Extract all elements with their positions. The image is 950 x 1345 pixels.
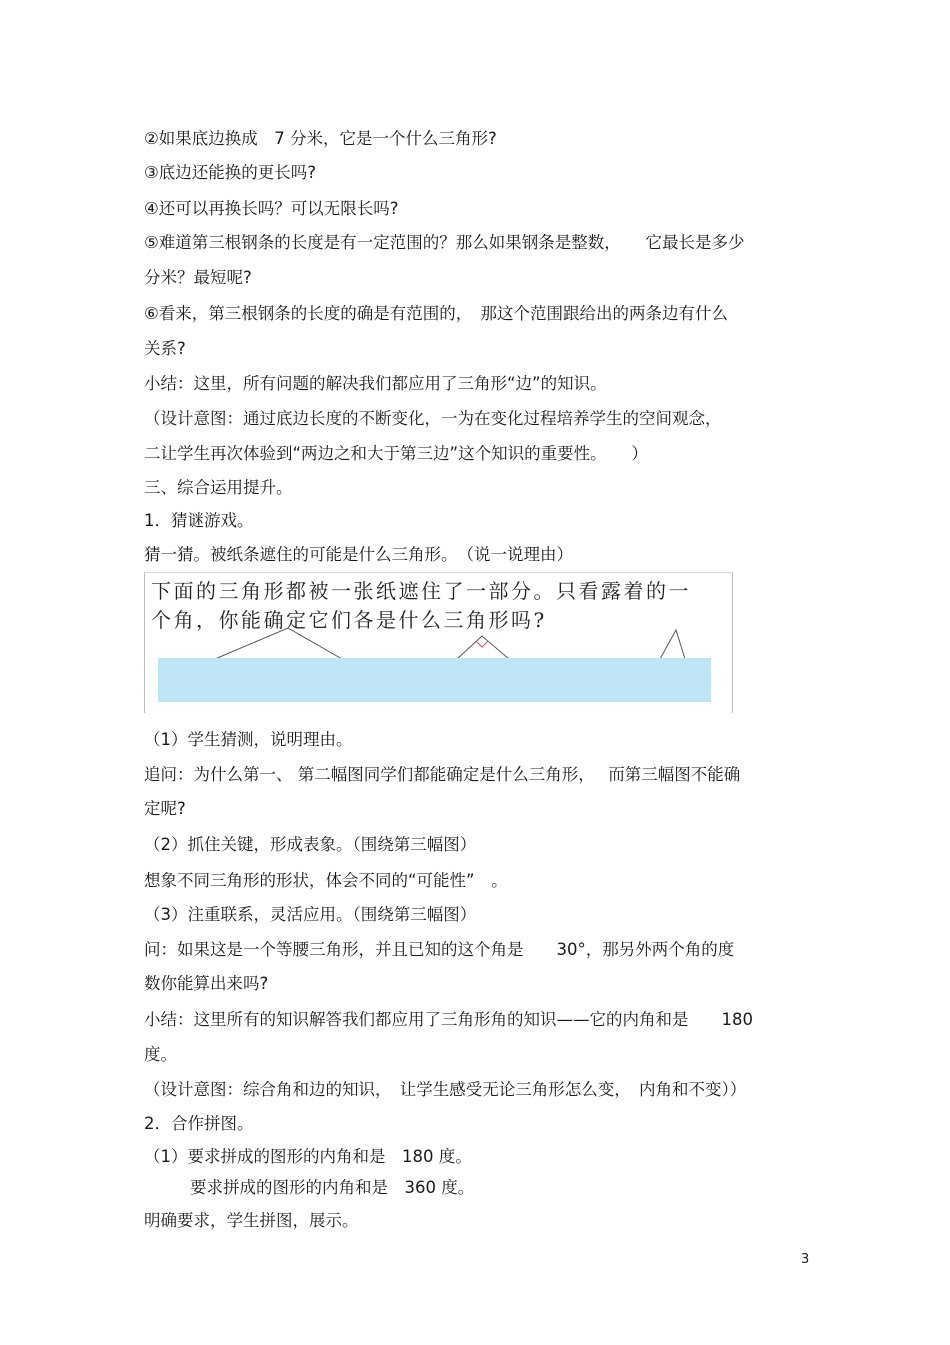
text-line: ④还可以再换长吗？可以无限长吗? <box>144 199 399 218</box>
text-line: 要求拼成的图形的内角和是 360 度。 <box>190 1178 475 1197</box>
figure-caption-line1: 下面的三角形都被一张纸遮住了一部分。只看露着的一 <box>151 579 691 603</box>
covering-paper-strip <box>158 658 711 702</box>
text-line: 追问：为什么第一、 第二幅图同学们都能确定是什么三角形， 而第三幅图不能确 <box>144 765 741 784</box>
text-line: （2）抓住关键，形成表象。（围绕第三幅图） <box>144 835 477 854</box>
text-line: 关系? <box>144 339 186 358</box>
text-line: 数你能算出来吗? <box>144 974 269 993</box>
acute-triangle-corner <box>660 630 685 659</box>
text-line: 1．猜谜游戏。 <box>144 511 254 530</box>
text-line: （设计意图：通过底边长度的不断变化，一为在变化过程培养学生的空间观念， <box>144 409 722 428</box>
text-line: 分米？最短呢? <box>144 268 252 287</box>
right-angle-mark <box>476 641 488 647</box>
text-line: （3）注重联系，灵活应用。（围绕第三幅图） <box>144 905 477 924</box>
text-line: 问：如果这是一个等腰三角形，并且已知的这个角是 30°，那另外两个角的度 <box>144 940 735 959</box>
text-line: ⑥看来，第三根钢条的长度的确是有范围的， 那这个范围跟给出的两条边有什么 <box>144 304 729 323</box>
text-line: 度。 <box>144 1045 177 1064</box>
text-line: 二让学生再次体验到“两边之和大于第三边”这个知识的重要性。 ） <box>144 444 648 463</box>
page-number: 3 <box>801 1252 810 1267</box>
text-line: ③底边还能换的更长吗? <box>144 163 317 182</box>
figure-caption-line2: 个角，你能确定它们各是什么三角形吗? <box>151 608 547 632</box>
text-line: ②如果底边换成 7 分米，它是一个什么三角形? <box>144 129 497 148</box>
text-line: （1）学生猜测，说明理由。 <box>144 730 353 749</box>
text-line: 想象不同三角形的形状，体会不同的“可能性” 。 <box>144 871 508 890</box>
text-line: （设计意图：综合角和边的知识， 让学生感受无论三角形怎么变， 内角和不变）） <box>144 1080 747 1099</box>
text-line: 小结：这里所有的知识解答我们都应用了三角形角的知识——它的内角和是 180 <box>144 1010 753 1029</box>
text-line: 明确要求，学生拼图，展示。 <box>144 1211 359 1230</box>
text-line: （1）要求拼成的图形的内角和是 180 度。 <box>144 1147 472 1166</box>
text-line: 猜一猜。被纸条遮住的可能是什么三角形。 （说一说理由） <box>144 545 573 564</box>
text-line: 定呢? <box>144 799 186 818</box>
obtuse-triangle-corner <box>215 628 342 659</box>
right-triangle-corner <box>457 636 509 659</box>
text-line: 三、综合运用提升。 <box>144 478 293 497</box>
text-line: 小结：这里，所有问题的解决我们都应用了三角形“边”的知识。 <box>144 374 607 393</box>
text-line: 2．合作拼图。 <box>144 1114 254 1133</box>
triangle-figure <box>144 572 733 713</box>
text-line: ⑤难道第三根钢条的长度是有一定范围的？那么如果钢条是整数， 它最长是多少 <box>144 233 745 252</box>
